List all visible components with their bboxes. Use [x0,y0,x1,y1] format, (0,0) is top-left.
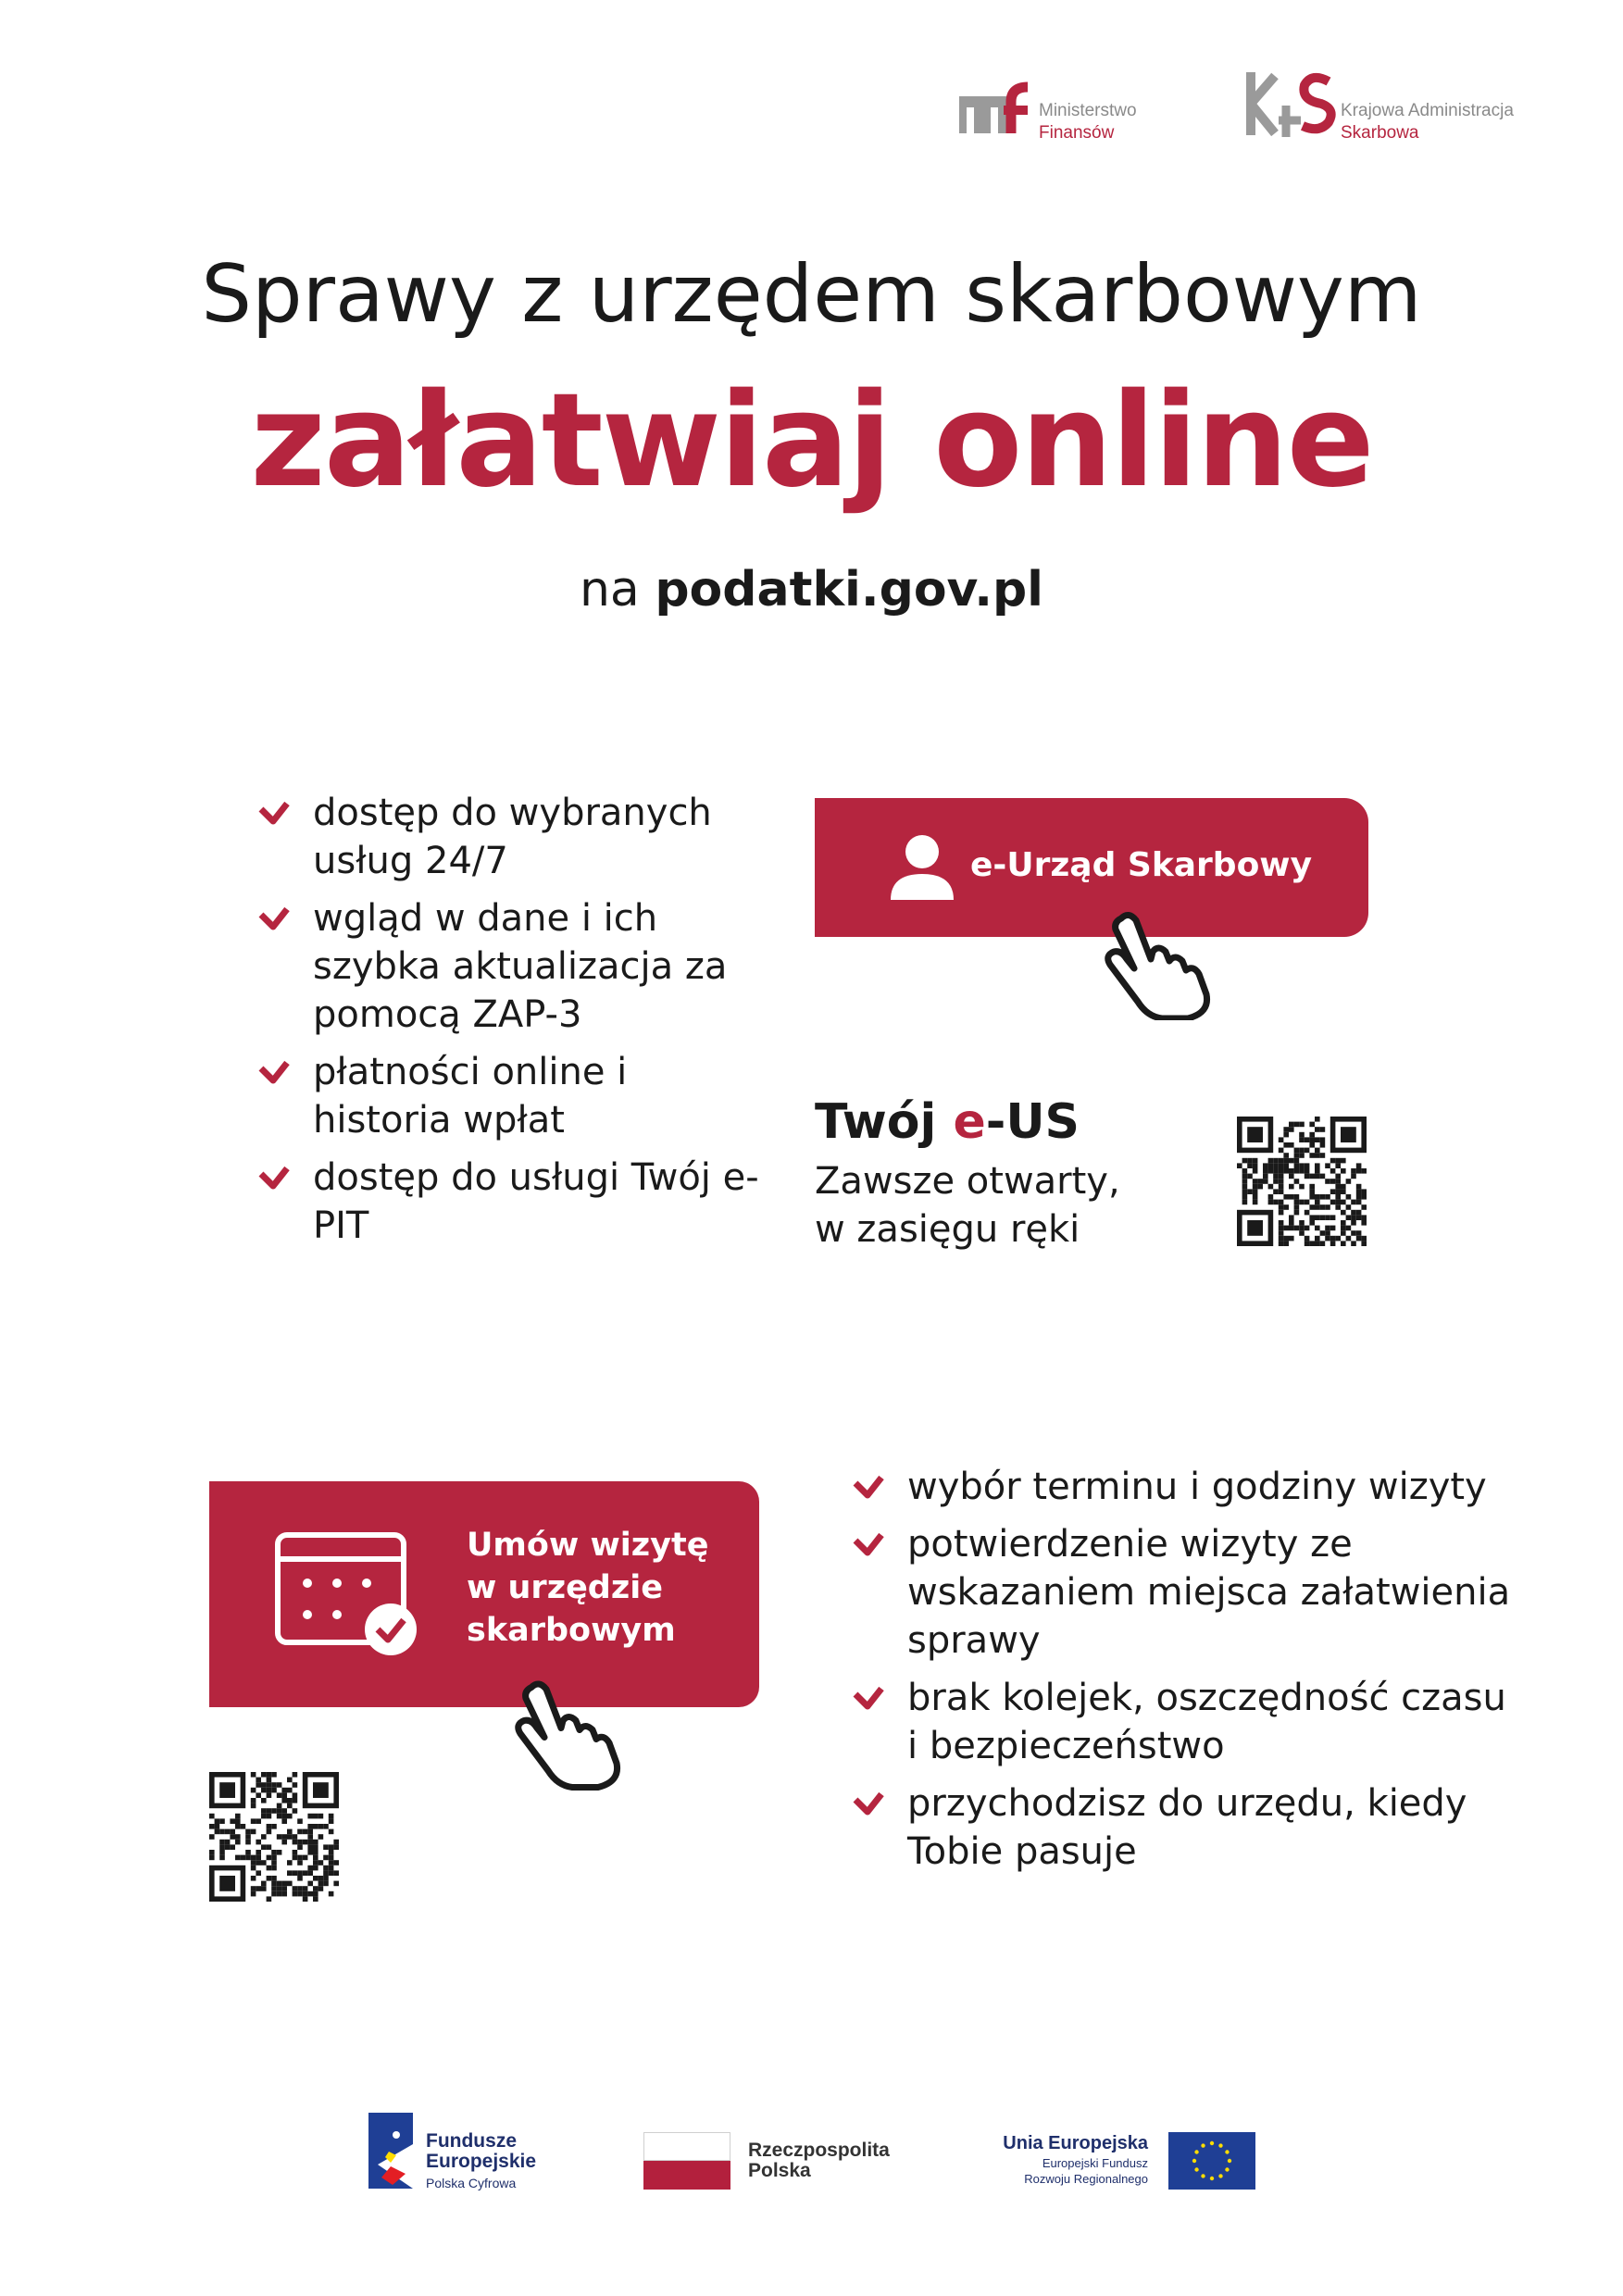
umow-wizyte-label: Umów wizytę w urzędzie skarbowym [467,1527,709,1649]
fe-line3: Polska Cyfrowa [426,2176,517,2190]
eus-brand-e: e [953,1094,986,1150]
benefit-text: wybór terminu i godziny wizyty [907,1466,1487,1508]
visit-qr-code[interactable] [209,1772,339,1902]
fundusze-europejskie-text [426,2131,536,2194]
page-title-accent: załatwiaj online [250,366,1373,517]
benefit-text: przychodzisz do urzędu, kiedy Tobie pasuje [907,1782,1467,1873]
list-item [257,1154,776,1250]
e-urzad-skarbowy-button[interactable] [815,798,1368,937]
eus-brand [815,1092,1080,1152]
polish-flag [643,2132,730,2190]
eus-qr-code[interactable] [1237,1117,1367,1246]
pointing-hand-icon [507,1676,628,1791]
list-item [852,1674,1518,1770]
visit-benefits-list [852,1463,1518,1885]
pointing-hand-icon [1097,909,1217,1020]
site-url: podatki.gov.pl [655,562,1044,618]
site-prefix: na [579,562,640,618]
kas-logo-text [1341,100,1514,144]
check-icon [257,796,291,830]
benefit-text: potwierdzenie wizyty ze wskazaniem miejsca załatwienia sprawy [907,1523,1511,1662]
unia-europejska-text [981,2131,1148,2187]
list-item [852,1779,1518,1876]
check-icon [257,902,291,935]
fe-line2: Europejskie [426,2151,537,2172]
e-urzad-button-label: e-Urząd Skarbowy [970,846,1313,884]
list-item [257,1048,776,1144]
fe-line1: Fundusze [426,2130,517,2152]
eu-flag [1168,2132,1255,2190]
ministry-line1: Ministerstwo [1039,101,1137,120]
benefit-text: płatności online i historia wpłat [313,1051,628,1142]
user-icon [889,833,955,902]
list-item [257,789,776,885]
ministry-logo-text [1039,100,1137,144]
eus-brand-prefix: Twój [815,1094,937,1150]
eus-tagline-line2: w zasięgu ręki [815,1208,1080,1251]
umow-wizyte-button[interactable] [209,1481,759,1707]
eus-benefits-list [257,789,776,1259]
list-item [257,894,776,1039]
check-icon [852,1681,885,1715]
eus-brand-suffix: -US [985,1094,1080,1150]
ministry-line2: Finansów [1039,123,1115,143]
benefit-text: wgląd w dane i ich szybka aktualizacja za pomocą ZAP-3 [313,897,728,1036]
site-line [0,560,1623,619]
check-icon [852,1787,885,1820]
rp-line2: Polska [748,2160,811,2181]
calendar-check-icon [274,1531,422,1659]
page-title: Sprawy z urzędem skarbowym [201,248,1422,341]
benefit-text: brak kolejek, oszczędność czasu i bezpieczeństwo [907,1677,1506,1767]
kas-line1: Krajowa Administracja [1341,101,1514,120]
eus-tagline-line1: Zawsze otwarty, [815,1160,1120,1203]
check-icon [852,1528,885,1561]
ue-line1: Unia Europejska [1003,2133,1148,2153]
check-icon [257,1055,291,1089]
list-item [852,1520,1518,1665]
list-item [852,1463,1518,1511]
benefit-text: dostęp do wybranych usług 24/7 [313,792,712,882]
kas-logo-mark [1245,69,1338,139]
kas-line2: Skarbowa [1341,123,1419,143]
ministry-logo-mark [959,80,1033,135]
benefit-text: dostęp do usługi Twój e-PIT [313,1156,759,1247]
check-icon [257,1161,291,1194]
fundusze-europejskie-logo [368,2113,413,2189]
ue-line3: Rozwoju Regionalnego [1024,2172,1148,2186]
check-icon [852,1470,885,1504]
rp-line1: Rzeczpospolita [748,2140,890,2161]
rzeczpospolita-text [748,2140,890,2181]
ue-line2: Europejski Fundusz [1042,2156,1148,2170]
